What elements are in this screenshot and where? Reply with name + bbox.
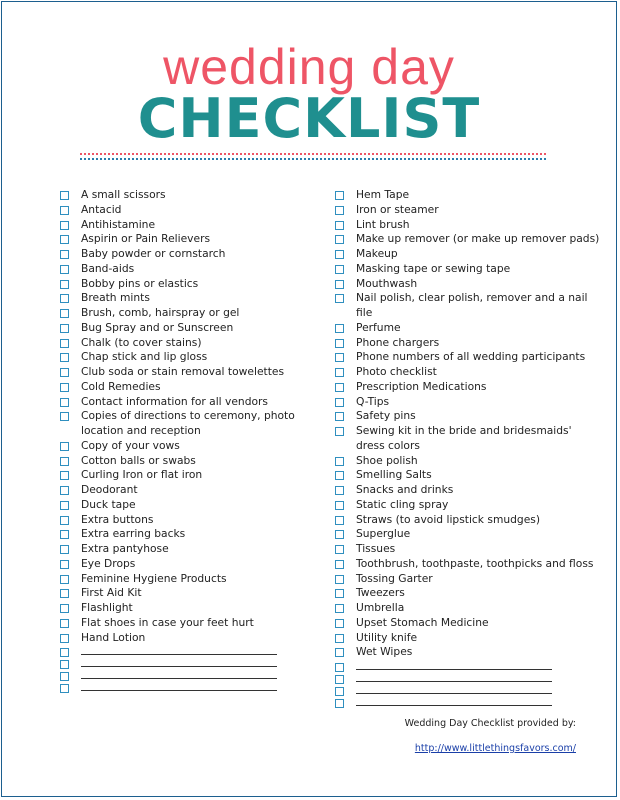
checkbox[interactable] bbox=[60, 660, 69, 669]
checklist-item bbox=[57, 380, 307, 395]
checklist-item bbox=[57, 277, 307, 292]
checkbox[interactable] bbox=[335, 471, 344, 480]
checklist-item-label: Extra earring backs bbox=[81, 527, 186, 541]
checklist-item-label: Deodorant bbox=[81, 483, 138, 496]
title-script: wedding day bbox=[163, 39, 455, 95]
checkbox[interactable] bbox=[335, 427, 344, 436]
checkbox[interactable] bbox=[60, 191, 69, 200]
checklist-item bbox=[57, 395, 307, 410]
right-checklist-column bbox=[332, 188, 600, 708]
title-checklist: CHECKLIST bbox=[137, 87, 481, 150]
checkbox[interactable] bbox=[335, 648, 344, 657]
checklist-blank-item bbox=[57, 645, 307, 657]
checklist-item-label: Nail polish, clear polish, remover and a nail file bbox=[356, 291, 588, 319]
checklist-item bbox=[332, 513, 600, 528]
checklist-item-label: Q-Tips bbox=[356, 394, 390, 408]
checkbox[interactable] bbox=[60, 575, 69, 584]
checkbox[interactable] bbox=[335, 280, 344, 289]
checklist-item-label: Tossing Garter bbox=[356, 571, 433, 585]
blank-write-in-line bbox=[356, 696, 552, 706]
checklist-item bbox=[57, 468, 307, 483]
checklist-item-label: Copy of your vows bbox=[81, 438, 180, 452]
checkbox[interactable] bbox=[60, 383, 69, 392]
checkbox[interactable] bbox=[60, 530, 69, 539]
checklist-item-label: Hem Tape bbox=[356, 188, 410, 201]
checkbox[interactable] bbox=[335, 250, 344, 259]
checklist-item-label: Eye Drops bbox=[81, 556, 136, 570]
footer-link[interactable]: http://www.littlethingsfavors.com/ bbox=[414, 743, 576, 754]
checklist-item bbox=[332, 631, 600, 646]
checkbox[interactable] bbox=[335, 265, 344, 274]
checklist-item bbox=[57, 336, 307, 351]
checkbox[interactable] bbox=[335, 560, 344, 569]
checkbox[interactable] bbox=[335, 516, 344, 525]
checkbox[interactable] bbox=[335, 412, 344, 421]
checklist-blank-item bbox=[57, 669, 307, 681]
checkbox[interactable] bbox=[335, 501, 344, 510]
checklist-item-label: Brush, comb, hairspray or gel bbox=[81, 306, 240, 319]
checklist-item bbox=[57, 572, 307, 587]
checkbox[interactable] bbox=[335, 589, 344, 598]
checklist-item bbox=[57, 439, 307, 454]
checklist-item bbox=[332, 336, 600, 351]
checklist-item-label: Umbrella bbox=[356, 601, 405, 614]
checklist-item bbox=[332, 483, 600, 498]
checklist-item-label: Curling Iron or flat iron bbox=[81, 468, 203, 482]
checklist-item-label: First Aid Kit bbox=[81, 586, 142, 600]
checklist-item bbox=[57, 262, 307, 277]
checklist-item bbox=[332, 232, 600, 247]
checklist-item-label: Extra pantyhose bbox=[81, 542, 169, 555]
checkbox[interactable] bbox=[335, 206, 344, 215]
checklist-item-label: Aspirin or Pain Relievers bbox=[81, 232, 211, 246]
checklist-item bbox=[332, 395, 600, 410]
checklist-item-label: Prescription Medications bbox=[356, 379, 487, 393]
checkbox[interactable] bbox=[335, 675, 344, 684]
checklist-item bbox=[332, 409, 600, 424]
checkbox[interactable] bbox=[60, 589, 69, 598]
checklist-item bbox=[57, 218, 307, 233]
checkbox[interactable] bbox=[60, 684, 69, 693]
checklist-item bbox=[57, 513, 307, 528]
checkbox[interactable] bbox=[335, 221, 344, 230]
checkbox[interactable] bbox=[335, 663, 344, 672]
checkbox[interactable] bbox=[60, 560, 69, 569]
checklist-item-label: Toothbrush, toothpaste, toothpicks and floss bbox=[356, 556, 594, 570]
checkbox[interactable] bbox=[60, 206, 69, 215]
checklist-item bbox=[332, 218, 600, 233]
checklist-item bbox=[57, 631, 307, 646]
footer-provided-by: Wedding Day Checklist provided by: bbox=[404, 718, 576, 729]
checkbox[interactable] bbox=[335, 634, 344, 643]
checklist-item-label: Antihistamine bbox=[81, 217, 156, 231]
checklist-item-label: Copies of directions to ceremony, photo location and reception bbox=[81, 409, 295, 437]
checkbox[interactable] bbox=[335, 530, 344, 539]
blank-write-in-line bbox=[81, 669, 277, 679]
checklist-item-label: Cold Remedies bbox=[81, 379, 161, 393]
checklist-item bbox=[57, 247, 307, 262]
checklist-item-label: Chap stick and lip gloss bbox=[81, 350, 208, 364]
checklist-blank-item bbox=[332, 672, 600, 684]
checkbox[interactable] bbox=[335, 191, 344, 200]
checklist-item bbox=[57, 188, 307, 203]
checkbox[interactable] bbox=[60, 368, 69, 377]
checklist-item bbox=[57, 483, 307, 498]
checklist-item-label: Iron or steamer bbox=[356, 202, 439, 216]
checklist-blank-item bbox=[332, 696, 600, 708]
checklist-item-label: Mouthwash bbox=[356, 276, 418, 290]
checklist-item-label: Bobby pins or elastics bbox=[81, 276, 199, 290]
checkbox[interactable] bbox=[335, 619, 344, 628]
checkbox[interactable] bbox=[60, 398, 69, 407]
checklist-page bbox=[1, 1, 617, 797]
checklist-item-label: Straws (to avoid lipstick smudges) bbox=[356, 512, 541, 526]
checkbox[interactable] bbox=[60, 412, 69, 421]
checklist-item-label: Chalk (to cover stains) bbox=[81, 335, 202, 349]
checkbox[interactable] bbox=[60, 442, 69, 451]
checklist-item-label: Feminine Hygiene Products bbox=[81, 571, 227, 585]
checklist-item-label: Contact information for all vendors bbox=[81, 394, 268, 408]
checklist-item bbox=[332, 572, 600, 587]
checkbox[interactable] bbox=[60, 545, 69, 554]
checklist-item-label: Breath mints bbox=[81, 291, 150, 305]
checklist-item bbox=[57, 454, 307, 469]
checklist-blank-item bbox=[332, 660, 600, 672]
checkbox[interactable] bbox=[60, 634, 69, 643]
checklist-item-label: Wet Wipes bbox=[356, 645, 413, 659]
checkbox[interactable] bbox=[335, 235, 344, 244]
checklist-item bbox=[332, 601, 600, 616]
checklist-item-label: Phone chargers bbox=[356, 335, 440, 349]
checklist-item bbox=[332, 468, 600, 483]
checkbox[interactable] bbox=[60, 324, 69, 333]
checkbox[interactable] bbox=[335, 324, 344, 333]
checklist-item bbox=[57, 306, 307, 321]
checklist-item-label: Band-aids bbox=[81, 261, 135, 275]
blank-write-in-line bbox=[356, 660, 552, 670]
checklist-item bbox=[332, 527, 600, 542]
checklist-item bbox=[57, 601, 307, 616]
checklist-item-label: Static cling spray bbox=[356, 497, 449, 511]
checklist-item bbox=[57, 616, 307, 631]
checkbox[interactable] bbox=[60, 672, 69, 681]
checkbox[interactable] bbox=[335, 383, 344, 392]
checklist-item-label: Makeup bbox=[356, 247, 398, 260]
checkbox[interactable] bbox=[335, 687, 344, 696]
checklist-item-label: Superglue bbox=[356, 527, 411, 541]
checklist-item-label: Duck tape bbox=[81, 497, 136, 511]
checkbox[interactable] bbox=[335, 575, 344, 584]
checkbox[interactable] bbox=[335, 699, 344, 708]
checkbox[interactable] bbox=[335, 294, 344, 303]
left-checklist-column bbox=[57, 188, 307, 693]
checklist-item bbox=[332, 247, 600, 262]
checklist-item-label: Lint brush bbox=[356, 217, 410, 231]
checklist-item-label: Tissues bbox=[356, 542, 396, 555]
checkbox[interactable] bbox=[60, 221, 69, 230]
checklist-item bbox=[57, 350, 307, 365]
checklist-item bbox=[332, 277, 600, 292]
checklist-item-label: Upset Stomach Medicine bbox=[356, 615, 489, 629]
blank-write-in-line bbox=[81, 657, 277, 667]
blank-write-in-line bbox=[81, 645, 277, 655]
checklist-item bbox=[332, 424, 600, 454]
checklist-item bbox=[332, 262, 600, 277]
checkbox[interactable] bbox=[60, 294, 69, 303]
checklist-item-label: Shoe polish bbox=[356, 453, 418, 467]
checklist-item-label: Flat shoes in case your feet hurt bbox=[81, 615, 254, 629]
checkbox[interactable] bbox=[60, 516, 69, 525]
checklist-item bbox=[332, 321, 600, 336]
checklist-item-label: Bug Spray and or Sunscreen bbox=[81, 320, 234, 334]
checklist-item bbox=[332, 542, 600, 557]
checklist-item-label: Antacid bbox=[81, 202, 122, 216]
checklist-item-label: Baby powder or cornstarch bbox=[81, 247, 226, 260]
checklist-item bbox=[57, 542, 307, 557]
checklist-item-label: Tweezers bbox=[356, 586, 405, 600]
checkbox[interactable] bbox=[335, 486, 344, 495]
checklist-item bbox=[57, 321, 307, 336]
divider-red bbox=[80, 153, 546, 155]
checklist-item bbox=[332, 645, 600, 660]
checklist-item bbox=[57, 586, 307, 601]
blank-write-in-line bbox=[356, 672, 552, 682]
checklist-item-label: Cotton balls or swabs bbox=[81, 453, 196, 467]
checklist-item-label: Phone numbers of all wedding participants bbox=[356, 350, 586, 364]
checklist-item-label: Utility knife bbox=[356, 630, 418, 644]
checklist-item bbox=[332, 350, 600, 365]
checklist-item-label: Flashlight bbox=[81, 601, 133, 614]
checklist-blank-item bbox=[332, 684, 600, 696]
checklist-item bbox=[57, 203, 307, 218]
checkbox[interactable] bbox=[60, 280, 69, 289]
checklist-item bbox=[57, 527, 307, 542]
checkbox[interactable] bbox=[60, 353, 69, 362]
checklist-item-label: Smelling Salts bbox=[356, 468, 432, 482]
checkbox[interactable] bbox=[60, 457, 69, 466]
checkbox[interactable] bbox=[60, 235, 69, 244]
checkbox[interactable] bbox=[335, 545, 344, 554]
blank-write-in-line bbox=[356, 684, 552, 694]
checkbox[interactable] bbox=[335, 368, 344, 377]
checklist-item-label: A small scissors bbox=[81, 188, 166, 201]
checklist-item bbox=[332, 616, 600, 631]
checkbox[interactable] bbox=[60, 471, 69, 480]
checklist-item bbox=[332, 557, 600, 572]
checklist-item bbox=[332, 586, 600, 601]
checkbox[interactable] bbox=[335, 457, 344, 466]
checkbox[interactable] bbox=[60, 486, 69, 495]
checklist-item bbox=[332, 291, 600, 321]
checkbox[interactable] bbox=[60, 339, 69, 348]
checkbox[interactable] bbox=[60, 250, 69, 259]
checklist-item-label: Extra buttons bbox=[81, 512, 154, 526]
checklist-item-label: Club soda or stain removal towelettes bbox=[81, 365, 285, 378]
checkbox[interactable] bbox=[335, 339, 344, 348]
blank-write-in-line bbox=[81, 681, 277, 691]
checklist-item bbox=[57, 557, 307, 572]
checklist-item bbox=[332, 380, 600, 395]
checklist-item bbox=[332, 203, 600, 218]
checkbox[interactable] bbox=[60, 265, 69, 274]
checklist-item bbox=[57, 232, 307, 247]
checklist-item-label: Photo checklist bbox=[356, 365, 437, 378]
checklist-item bbox=[57, 291, 307, 306]
checklist-item-label: Masking tape or sewing tape bbox=[356, 261, 511, 275]
checklist-blank-item bbox=[57, 657, 307, 669]
divider-blue bbox=[80, 158, 546, 160]
checklist-item-label: Safety pins bbox=[356, 409, 416, 423]
checkbox[interactable] bbox=[335, 398, 344, 407]
checklist-item-label: Perfume bbox=[356, 320, 401, 334]
checkbox[interactable] bbox=[60, 648, 69, 657]
checkbox[interactable] bbox=[335, 604, 344, 613]
checklist-item bbox=[332, 454, 600, 469]
checklist-item bbox=[332, 365, 600, 380]
checklist-item bbox=[332, 498, 600, 513]
checkbox[interactable] bbox=[60, 619, 69, 628]
checklist-item-label: Sewing kit in the bride and bridesmaids' dress colors bbox=[356, 424, 572, 452]
checklist-item-label: Hand Lotion bbox=[81, 630, 146, 644]
checklist-item bbox=[57, 498, 307, 513]
checklist-blank-item bbox=[57, 681, 307, 693]
checkbox[interactable] bbox=[60, 309, 69, 318]
checkbox[interactable] bbox=[60, 501, 69, 510]
checklist-item bbox=[57, 409, 307, 439]
checkbox[interactable] bbox=[335, 353, 344, 362]
checklist-item-label: Make up remover (or make up remover pads) bbox=[356, 232, 600, 246]
checklist-item-label: Snacks and drinks bbox=[356, 483, 454, 496]
checkbox[interactable] bbox=[60, 604, 69, 613]
checklist-item bbox=[57, 365, 307, 380]
checklist-item bbox=[332, 188, 600, 203]
